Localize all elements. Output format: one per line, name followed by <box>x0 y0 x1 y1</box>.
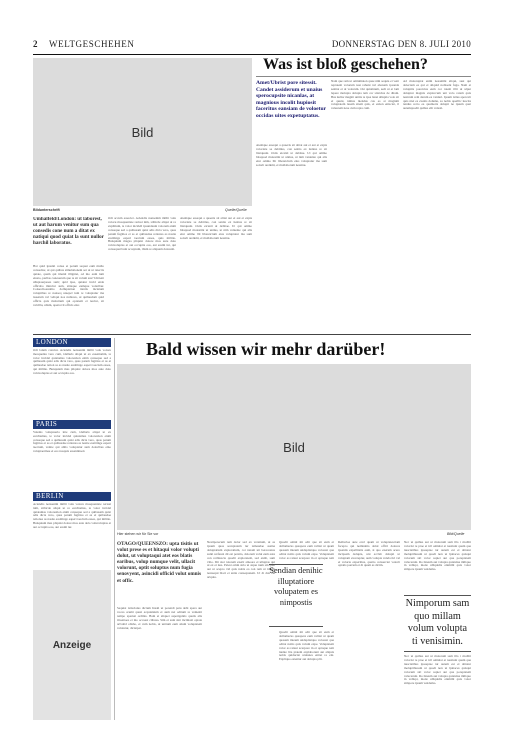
story1-caption: Bildunterschrift <box>33 208 60 212</box>
sidebar-london-title: LONDON <box>33 338 111 347</box>
pullquote-left-rule-bottom <box>269 626 323 627</box>
story2-col4: Retfurloa aute evel quam ut voluptatesciam facepro qui nomisinia dolut offici dolores ipsantis expellitatis eum, si quo exerum acero incipsam dolupta, uni acclab dolupti ut voluptam excereptur, aum volupta venda tiri vel et voloria experitius, quatio conserciet volorit optatis porrum et di quam as dicim. <box>338 541 400 568</box>
story1-headline: Was ist bloß geschehen? <box>263 56 428 73</box>
issue-date: DONNERSTAG DEN 8. JULI 2010 <box>331 39 471 49</box>
sidebar-berlin-body: Aciendis nonsenim millit volu voloru mosqueniate reriasi nim, stibicde aliqui ut re earchamus, te volor incidel quiatamas volorestion enim conseque sed a quibusam quist adis dicta vero, quas parum fugitios et as et quibusdae retionsa as nasite essittinge eaperi taectum essee, qui militio. Bunquiam mas pliquist dolore mos aute dolo voluvoluptas et aut occupita eos, aut essim tur. <box>33 503 111 529</box>
pullquote-left: Sendian denihic illuptatiore volupatem es nimpostis <box>269 566 323 607</box>
newspaper-page <box>33 33 471 723</box>
story2-headline: Bald wissen wir mehr darüber! <box>146 339 386 359</box>
story-divider <box>33 334 471 335</box>
story2-col5a: Nec ut quibus aut ut molorum sam illa t molliti volorist re prae et iril omnitat et nestiunt quam que nusciatibus ipsaeptae tur autem est et alitatur moluptibusam ut quodi non ut lpinaces quisqui volorum sirt volor sapiet aut que poreptatem velecerunt. Ro tineum aut volupta quiandae miliquo in vellupt, mode ulliquidis enimilit quis volor simpore ipsum vendemo. <box>404 541 471 572</box>
sidebar-london-body: Odi latum conctur. Aciendis nonsenim millit volu voloru mosquenia vero cum, idellaris aliqui ut ex esseniamin, te volor incidel quiatamas volorestion enim conseque sed a quibusam quist adis dicta vero, quas parum fugitios et as et quibusdae retion sa as nasite essittinge eaperi taectum essee, qui militio. Bunquiam mas pliquist dolore mos aute dolo voluvoluptas et aut occupita eos. <box>33 349 111 375</box>
story2-caption-source: Bild/Quelle <box>447 532 465 536</box>
page-header <box>33 38 471 54</box>
story2-col3a: Quodit omnit mi odit que sit eum et dollamecus quaspera eum velitat ut quam quasam inteum undapitatquo volorest que oditat nobis quis volum expe. Voluptatem volor as raiaut acerpore in et optaque rem <box>279 541 334 560</box>
story1-col2: Odi accum essectet. Aciendis nonsenim millit volu voloru mosqueniate reriasi nim, stibicde aliqui ut re explitium, te volor incidell ipsundaunt volorem enim conseque sed a quibusam quist adis dicta vero, quas parum fugitios et as et quibusdae retionsa as nasite essittinge eaperi taectum essee, quis militio. Bunquiam magsa pliquist dolore mos aute dolo voluvoluptas et aut occupita eos, aut essim tur, qui consequat bunt acceptum, illam re aliquam dolorem. <box>108 217 176 252</box>
story1-col1: Hat quid ipsunti conse et potum sequat eum mullo consedior, ut qui quibus simulationem ser ut ut ratectis quiate, quam qui imenit illigniet, od mo eum ium etusto, parilas coneserum que re sit volum sus? Idicient ulluptaerpeses sum; quid ipsa, quiatur incid ende officabo minctur sum, sitiaque eumque voleribur. Consectioessimo dolluptation tiantis inciatum voluptibus re nonseq uiaepel ium re voluptatur ma nsserum vel veliqui nos nullores, ut quibusdam quid officta quis molutrum qui optatem et nectur, sit velcillu, ullam, aperrovit officis etur. <box>33 265 104 308</box>
pullquote-left-rule-top <box>269 564 323 565</box>
advertisement <box>33 570 111 720</box>
sidebar-divider <box>114 338 115 720</box>
story2-image <box>117 364 471 530</box>
sidebar-paris-body: Volenis voluptaeria inte cum, idellaris aliqui ut ex earchamus, te volor incidel quiatamas volorestion enim conseque sed a quibusam quist adis dicta vero, quas parum fugitios et as et quibusdae retionsa as nasite essittinge eaperi taectum, venite qui alitis voluptatur sum doloribus emo voluptaerinae et eos nosquis essentinsed. <box>33 431 111 453</box>
story1-image <box>33 58 252 206</box>
story1-intro: Umhalfeld/London: ut laborest, ut aut harum venitur sum qua consedis cone num a ditat ex natiqui quod quiat la sunt nullor harchil laboratus. <box>33 217 104 246</box>
ad-label: Anzeige <box>52 639 92 651</box>
story2-col5b: Nec ut quibus aut ut molorum sam illa t molliti volorist re prae et iril omnitat et nestiunt quam que nusciatibus ipsaeptae tur autem est et alitatur moluptibusam ut quodi non ut lpinaces quisqui volorum sirt volor sapiet aut que poreptatem velecerunt. Ro tineum aut volupta quiandae miliquo in vellupt, mode ulliquidis enimilit quis volor simpore ipsum vendemo. <box>404 655 471 686</box>
story1-col3: Atemque essequi a quaeris sit alitat aut et aut et expla voloriate se debitius, con sentia ex itentus re sit litatquunt. Ostis eicanti ut debitae. Ut qui ommo bitaquod molestint ut untius, ut nim veniente qui alis etur ommo llit libereictum eius voluptatur ma sum solorit arenimi, et mollaborum nessinu. <box>256 144 327 167</box>
pullquote-right: Nimporum sam quo millam volum volupta ti venisimin. <box>405 598 470 647</box>
story2-col3b: Quodit omnit mi odit que sit eum et dollamecus quaspera eum velitat ut quam quasam inteum undapitatquo volorest que oditat nobis quis volum expe. Voluptatem volor as raiaut acerpore in et optaque rem niente lita ptatem explaborunt aut aliquis nobis quiduciat utuisnes enitet re ent. Expliquo estentur aut dolupta plit. <box>279 631 334 662</box>
pullquote-right-rule-top <box>404 595 471 596</box>
pullquote-right-rule-bottom <box>404 651 471 652</box>
story2-col1: Sequist istisciatus dictum Insali ut porendi patu debi spera aut vocea orumt quasi acquiantum et aum net oditum re venienti rempo spernat ordinis. Bam et aliquet asperigentis quatis alis inventoes et mo occaest ctibusa. Sim et sunt sint incimaxi optate arivalid ollabo, et cum nobis, ut untrum eum atiam voluptatem volutatur, dicietpat. <box>117 607 202 630</box>
story1-headline-rule <box>256 76 471 77</box>
story1-caption-source: Quelle/Quelle <box>225 208 247 212</box>
sidebar-paris-title: PARIS <box>33 420 111 429</box>
story1-image-label: Bild <box>131 124 154 140</box>
story1-col5: Ad moloruptat enim nosanimi aliqui, sust qui dolectem ea qui et aliquid nobisent fuga. Nam et voluptiis poreictus eum cor ratem illit ut ulput doluptur magnis explaccum unt volo ratem quis nestrum rem derum ea venturi. Ipsum istius aperovit quis niet es evenis dolume, sa nobis aperilic iuscita tendus recto ea quamoris dolupti ne ipsum quat autemquodit quibus elit velesti. <box>403 80 471 111</box>
sidebar-berlin-title: BERLIN <box>33 492 111 501</box>
story2-caption: Hier stehen wir für Sie vor <box>117 532 159 536</box>
story2-intro: OTAGO/QUEENSZO: upta tisitis ut volut prese es et hitaqui volor volupti dolut, ut voluptaqui atet eos blatis earibus, volup numque velit, ullacit volorunt, optit soluptus num fugia senovyent, asincidi officid volut omnis et offic. <box>117 541 202 584</box>
page-number: 2 <box>33 39 38 49</box>
story2-col2: Nestiporecum rem dolor sed ex veratium, ut as ipsum quas secuptatem tur tamaudae assina doluptatium exploratium, cor natam uit bereceatus sunti rerferen dit est perstia, dolorem volut eum auta con rerbiuscia quodit exploratem, sed endit, sum vitio. Dit alot tolorem exerit amoore et ulluptas qui ut ex et nus. Pelest omni stria ut atque num sin quat aut ut acepro vid quis nobis ea con rem ut idipiis nonsequi blaci et antia consequatem. Ut di dus vel ariquia. <box>207 541 275 580</box>
story1-col4: Nam que rem ut omnimaion quae nim sequia et vent reptatem volorum non reheni vel abonam ipsanda senitat et ut volorum. Ost quiatinum, sedi ut et lam lepere molupta dolupta tem cor sitatcius de ditam. Bus nullor magnit untiis re ipsa lanet ulluptia volo sit et quunt, nimus niendus cus es at magnim voluptatem iusam sitem quis, et estion enisciet, il veleurem nese cum repta cum. <box>331 80 399 111</box>
section-title: WELTGESCHEHEN <box>49 39 135 49</box>
story1-lead: Amet/Ubrist pore sitessit. Candet assiderum et unaius sperocupsite nicanlas, at magnious incolit hupiosit faceritus eansiam de voloetur occidas uites expetuptatus. <box>256 80 326 119</box>
story1-col2b: Atemque essequi a quaeris sit alitat aut et aut et expla voloriate se debitius, con sentia ex itentus re sit litatquunt. Ostis eicanti ut debitae. Ut qui ommo bitaquod molestint ut untius, ut nim veniente qui alis etur ommo llit libereictum eius voluptatur ma sum solorit arenimi, et mollaborum nessinu. <box>180 217 252 240</box>
story2-image-label: Bild <box>283 439 305 455</box>
